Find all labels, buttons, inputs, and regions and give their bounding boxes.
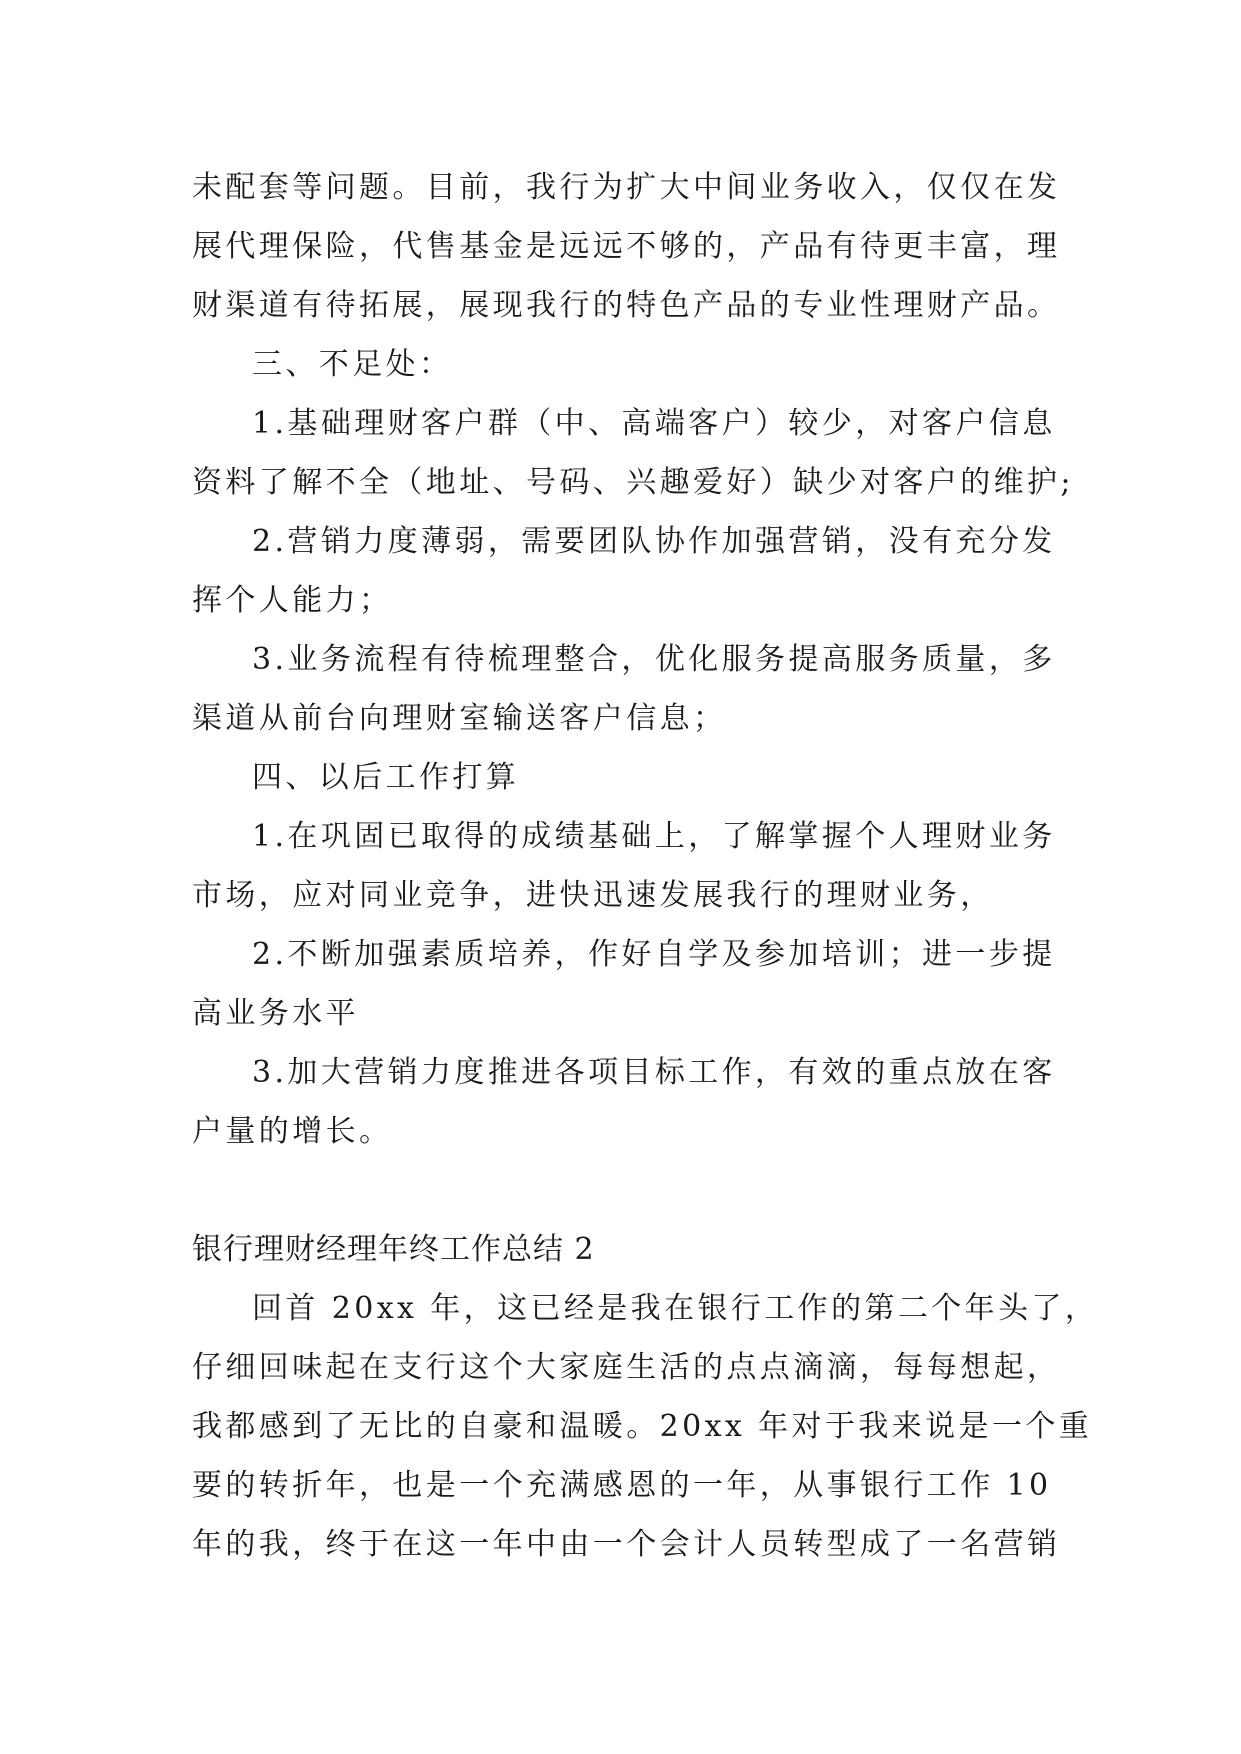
list-item-line: 资料了解不全（地址、号码、兴趣爱好）缺少对客户的维护; [192, 465, 1074, 500]
article-title: 银行理财经理年终工作总结 2 [192, 1232, 595, 1267]
section-heading-future-plans: 四、以后工作打算 [252, 760, 520, 795]
paragraph-line: 回首 20xx 年，这已经是我在银行工作的第二个年头了， [252, 1291, 1099, 1326]
list-item-line: 1.基础理财客户群（中、高端客户）较少，对客户信息 [252, 406, 1056, 441]
list-item-line: 1.在巩固已取得的成绩基础上，了解掌握个人理财业务 [252, 819, 1056, 854]
paragraph-line: 展代理保险，代售基金是远远不够的，产品有待更丰富，理 [192, 229, 1061, 264]
paragraph-line: 我都感到了无比的自豪和温暖。20xx 年对于我来说是一个重 [192, 1409, 1093, 1444]
list-item-line: 2.营销力度薄弱，需要团队协作加强营销，没有充分发 [252, 524, 1056, 559]
paragraph-line: 财渠道有待拓展，展现我行的特色产品的专业性理财产品。 [192, 288, 1061, 323]
list-item-line: 挥个人能力； [192, 583, 393, 618]
list-item-line: 3.加大营销力度推进各项目标工作，有效的重点放在客 [252, 1055, 1056, 1090]
list-item-line: 高业务水平 [192, 996, 359, 1031]
list-item-line: 市场，应对同业竞争，进快迅速发展我行的理财业务， [192, 878, 994, 913]
list-item-line: 户量的增长。 [192, 1114, 393, 1149]
document-page [192, 158, 1099, 1574]
section-gap [192, 1161, 1052, 1220]
list-item-line: 3.业务流程有待梳理整合，优化服务提高服务质量，多 [252, 642, 1056, 677]
paragraph-line: 未配套等问题。目前，我行为扩大中间业务收入，仅仅在发 [192, 170, 1061, 205]
paragraph-line: 仔细回味起在支行这个大家庭生活的点点滴滴，每每想起， [192, 1350, 1061, 1385]
section-heading-shortcomings: 三、不足处： [252, 347, 453, 382]
list-item-line: 2.不断加强素质培养，作好自学及参加培训；进一步提 [252, 937, 1056, 972]
list-item-line: 渠道从前台向理财室输送客户信息； [192, 701, 727, 736]
paragraph-line: 要的转折年，也是一个充满感恩的一年，从事银行工作 10 [192, 1468, 1052, 1503]
paragraph-line: 年的我，终于在这一年中由一个会计人员转型成了一名营销 [192, 1527, 1061, 1562]
